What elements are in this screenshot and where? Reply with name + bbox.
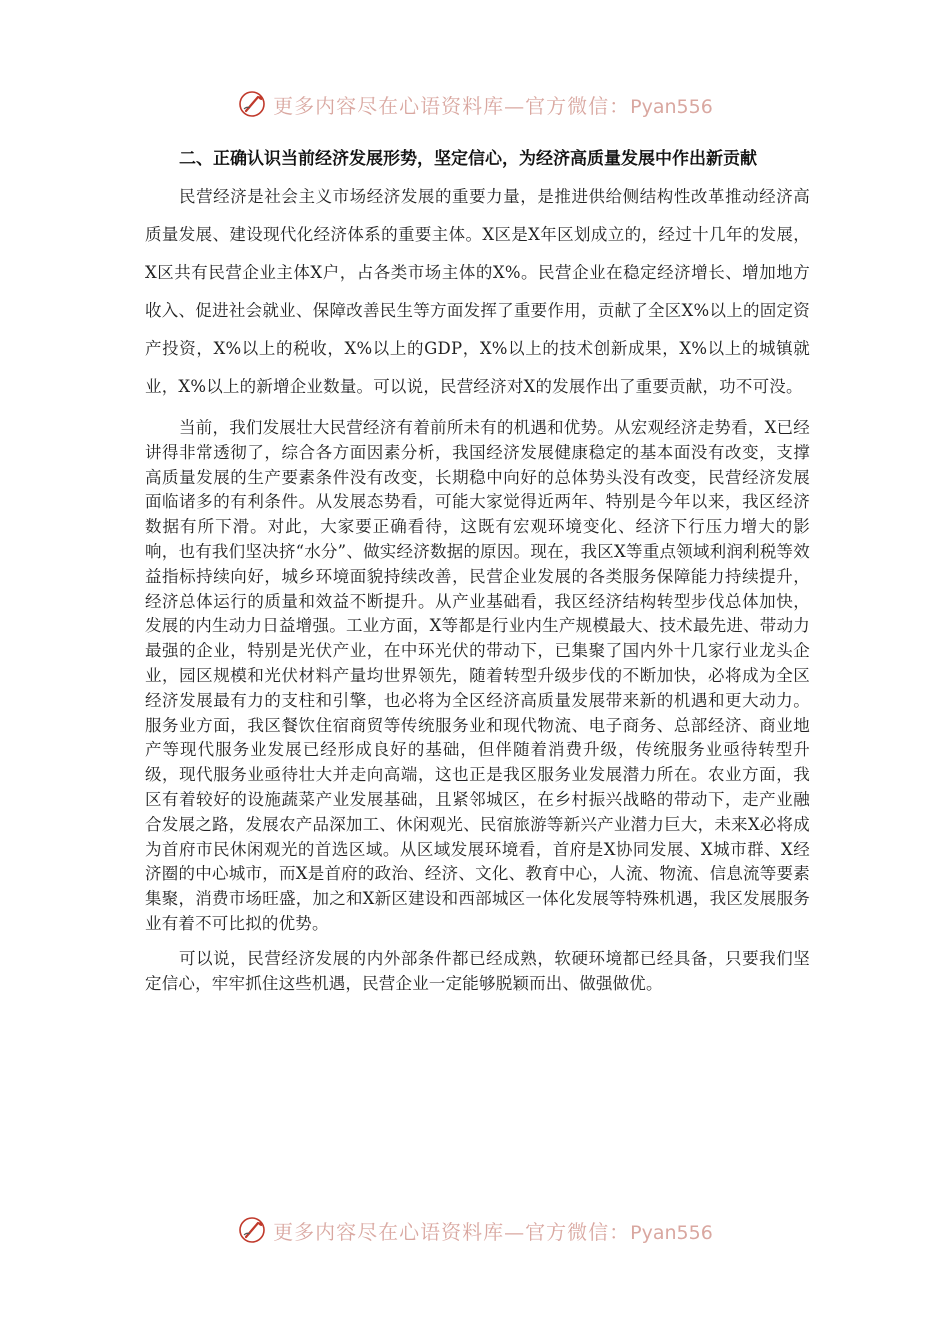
watermark-banner-top [0,84,950,124]
paragraph-1: 民营经济是社会主义市场经济发展的重要力量，是推进供给侧结构性改革推动经济高质量发展、建设现代化经济体系的重要主体。X区是X年区划成立的，经过十几年的发展，X区共有民营企业主体X户，占各类市场主体的X%。民营企业在稳定经济增长、增加地方收入、促进社会就业、保障改善民生等方面发挥了重要作用，贡献了全区X%以上的固定资产投资，X%以上的税收，X%以上的GDP，X%以上的技术创新成果，X%以上的城镇就业，X%以上的新增企业数量。可以说，民营经济对X的发展作出了重要贡献，功不可没。 [145,187,810,396]
watermark-banner-bottom [0,1210,950,1250]
paragraph-3: 可以说，民营经济发展的内外部条件都已经成熟，软硬环境都已经具备，只要我们坚定信心，牢牢抓住这些机遇，民营企业一定能够脱颖而出、做强做优。 [145,948,810,993]
paragraph-2: 当前，我们发展壮大民营经济有着前所未有的机遇和优势。从宏观经济走势看，X已经讲得非常透彻了，综合各方面因素分析，我国经济发展健康稳定的基本面没有改变，支撑高质量发展的生产要素条件没有改变，长期稳中向好的总体势头没有改变，民营经济发展面临诸多的有利条件。从发展态势看，可能大家觉得近两年、特别是今年以来，我区经济数据有所下滑。对此，大家要正确看待，这既有宏观环境变化、经济下行压力增大的影响，也有我们坚决挤“水分”、做实经济数据的原因。现在，我区X等重点领域利润利税等效益指标持续向好，城乡环境面貌持续改善，民营企业发展的各类服务保障能力持续提升，经济总体运行的质量和效益不断提升。从产业基础看，我区经济结构转型步伐总体加快，发展的内生动力日益增强。工业方面，X等都是行业内生产规模最大、技术最先进、带动力最强的企业，特别是光伏产业，在中环光伏的带动下，已集聚了国内外十几家行业龙头企业，园区规模和光伏材料产量均世界领先，随着转型升级步伐的不断加快，必将成为全区经济发展最有力的支柱和引擎，也必将为全区经济高质量发展带来新的机遇和更大动力。服务业方面，我区餐饮住宿商贸等传统服务业和现代物流、电子商务、总部经济、商业地产等现代服务业发展已经形成良好的基础，但伴随着消费升级，传统服务业亟待转型升级，现代服务业亟待壮大并走向高端，这也正是我区服务业发展潜力所在。农业方面，我区有着较好的设施蔬菜产业发展基础，且紧邻城区，在乡村振兴战略的带动下，走产业融合发展之路，发展农产品深加工、休闲观光、民宿旅游等新兴产业潜力巨大，未来X必将成为首府市民休闲观光的首选区域。从区域发展环境看，首府是X协同发展、X城市群、X经济圈的中心城市，而X是首府的政治、经济、文化、教育中心，人流、物流、信息流等要素集聚，消费市场旺盛，加之和X新区建设和西部城区一体化发展等特殊机遇，我区发展服务业有着不可比拟的优势。 [145,418,810,933]
pen-feather-logo-icon [237,89,267,119]
watermark-text: 更多内容尽在心语资料库—官方微信：Pyan556 [273,1219,713,1244]
section-heading: 二、正确认识当前经济发展形势，坚定信心，为经济高质量发展中作出新贡献 [179,149,757,169]
pen-feather-logo-icon [237,1215,267,1245]
document-body [145,146,810,1006]
watermark-text: 更多内容尽在心语资料库—官方微信：Pyan556 [273,93,713,118]
